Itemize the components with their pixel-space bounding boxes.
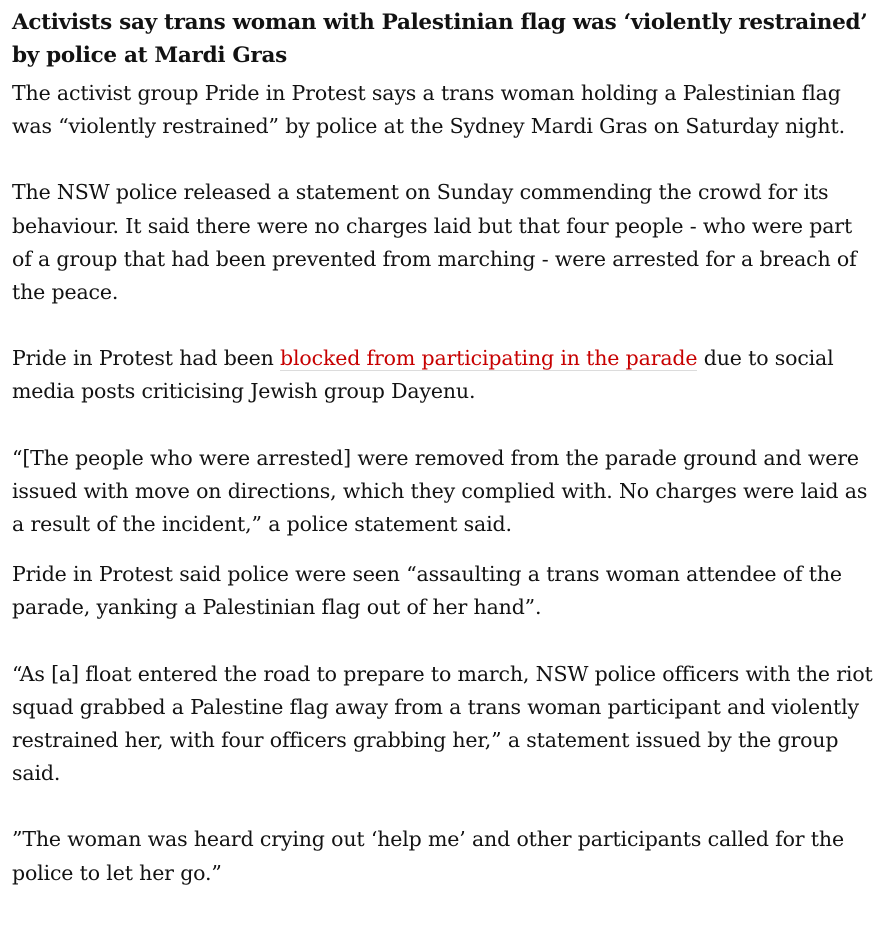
article-paragraph-4: “[The people who were arrested] were removed from the parade ground and were issued with move on directions, which they complied with. No charges were laid as a result of the incident,” a police statement said. bbox=[12, 445, 868, 537]
article-paragraph-3 bbox=[12, 342, 878, 408]
article-paragraph-5: Pride in Protest said police were seen “assaulting a trans woman attendee of the parade, yanking a Palestinian flag out of her hand”. bbox=[12, 562, 842, 620]
paragraph-3-text-after: due to social media posts criticising Jewish group Dayenu. bbox=[12, 346, 834, 404]
article-paragraph-1: The activist group Pride in Protest says a trans woman holding a Palestinian flag was “violently restrained” by police at the Sydney Mardi Gras on Saturday night. bbox=[12, 81, 845, 139]
article-paragraph-6: “As [a] float entered the road to prepare to march, NSW police officers with the riot squad grabbed a Palestine flag away from a trans woman participant and violently restrained her, with four officers grabbing her,” a statement issued by the group said. bbox=[12, 661, 873, 786]
article-paragraph-7: ”The woman was heard crying out ‘help me’ and other participants called for the police to let her go.” bbox=[12, 827, 844, 885]
paragraph-3-text-before: Pride in Protest had been bbox=[12, 346, 281, 371]
parade-blocked-link[interactable]: blocked from participating in the parade bbox=[280, 346, 698, 371]
article-headline: Activists say trans woman with Palestinian flag was ‘violently restrained’ by police at Mardi Gras bbox=[12, 10, 868, 68]
article-paragraph-2: The NSW police released a statement on Sunday commending the crowd for its behaviour. It said there were no charges laid but that four people - who were part of a group that had been prevented from marching - were arrested for a breach of the peace. bbox=[12, 180, 857, 305]
